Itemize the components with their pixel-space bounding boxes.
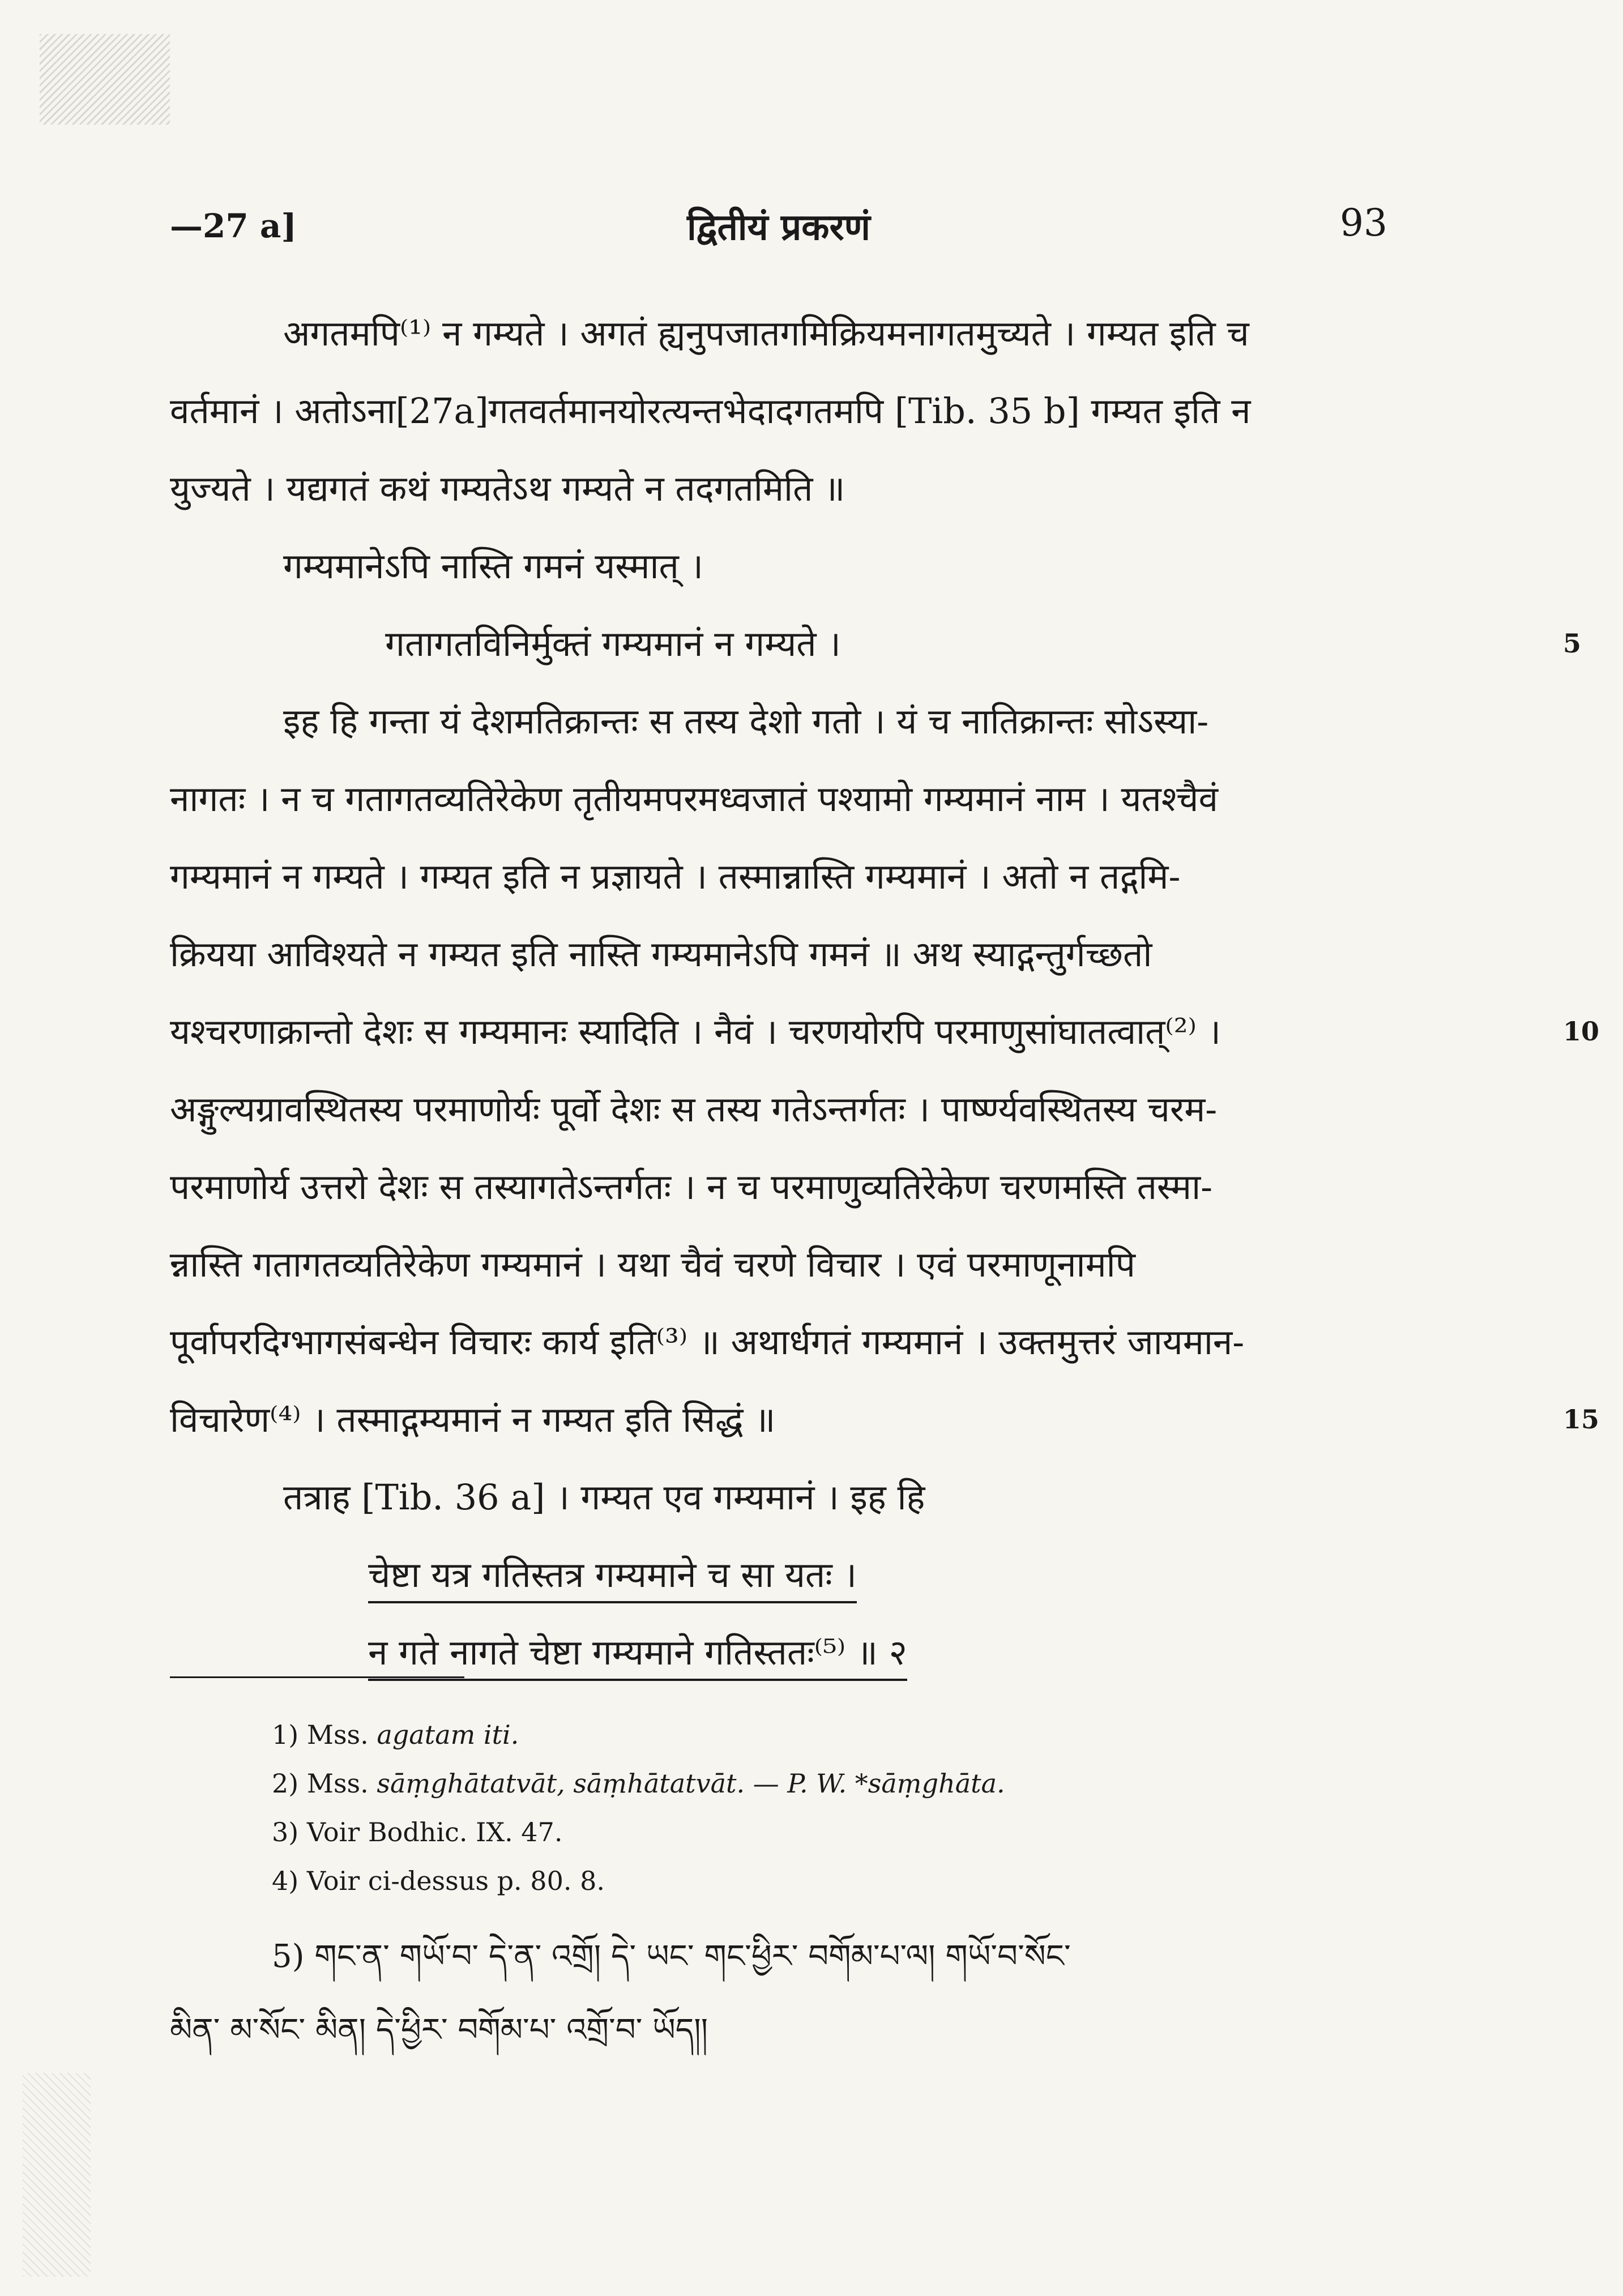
text-line: नागतः । न च गतागतव्यतिरेकेण तृतीयमपरमध्वजातं पश्यामो गम्यमानं नाम । यतश्चैवं <box>170 778 1218 820</box>
line-number: 10 <box>1563 1016 1600 1047</box>
line-number: 5 <box>1563 628 1582 659</box>
text-line: विचारेण⁽⁴⁾ । तस्माद्गम्यमानं न गम्यत इति सिद्धं ॥ 15 <box>170 1381 1393 1458</box>
line-number: 15 <box>1563 1404 1600 1435</box>
footnote: 4) Voir ci-dessus p. 80. 8. <box>272 1866 605 1896</box>
text-line: अगतमपि⁽¹⁾ न गम्यते । अगतं ह्यनुपजातगमिक्रियमनागतमुच्यते । गम्यत इति च <box>283 313 1249 354</box>
text-line: गम्यमानं न गम्यते । गम्यत इति न प्रज्ञायते । तस्मान्नास्ति गम्यमानं । अतो न तद्गमि- <box>170 856 1181 897</box>
verse-line: गतागतविनिर्मुक्तं गम्यमानं न गम्यते । 5 <box>170 605 1393 682</box>
main-text <box>170 295 1600 1691</box>
tibetan-line: མིན་ མ་སོང་ མིན། དེ་ཕྱིར་ བགོམ་པ་ འགྲོ་བ་ ཡོད།། <box>170 2012 708 2049</box>
footnote: 3) Voir Bodhic. IX. 47. <box>272 1817 563 1847</box>
footnote-divider <box>170 1676 464 1678</box>
verse-line: चेष्टा यत्र गतिस्तत्र गम्यमाने च सा यतः । <box>170 1536 1393 1614</box>
section-reference: —27 a] <box>170 207 297 245</box>
text-line: इह हि गन्ता यं देशमतिक्रान्तः स तस्य देशो गतो । यं च नातिक्रान्तः सोऽस्या- <box>283 701 1209 742</box>
text-line: यश्चरणाक्रान्तो देशः स गम्यमानः स्यादिति । नैवं । चरणयोरपि परमाणुसांघातत्वात्⁽²⁾ । 10 <box>170 993 1393 1070</box>
page-header <box>170 201 1387 258</box>
tibetan-line: 5) གང་ན་ གཡོ་བ་ དེ་ན་ འགྲོ། དེ་ ཡང་ གང་ཕྱིར་ བགོམ་པ་ལ། གཡོ་བ་སོང་ <box>272 1938 1071 1975</box>
scan-artifact-bottom <box>23 2073 91 2277</box>
text-line: वर्तमानं । अतोऽना[27a]गतवर्तमानयोरत्यन्तभेदादगतमपि [Tib. 35 b] गम्यत इति न <box>170 390 1251 432</box>
page-number: 93 <box>1340 201 1387 245</box>
footnote: 2) Mss. sāṃghātatvāt, sāṃhātatvāt. — P. W. *sāṃghāta. <box>272 1768 1005 1799</box>
text-line: पूर्वापरदिग्भागसंबन्धेन विचारः कार्य इति⁽³⁾ ॥ अथार्धगतं गम्यमानं । उक्तमुत्तरं जायमान- <box>170 1321 1245 1363</box>
footnote: 1) Mss. agatam iti. <box>272 1719 519 1750</box>
footnotes <box>272 1710 1404 1905</box>
text-line: न्नास्ति गतागतव्यतिरेकेण गम्यमानं । यथा चैवं चरणे विचार । एवं परमाणूनामपि <box>170 1244 1135 1285</box>
verse-line: गम्यमानेऽपि नास्ति गमनं यस्मात् । <box>283 545 704 587</box>
text-line: क्रियया आविश्यते न गम्यत इति नास्ति गम्यमानेऽपि गमनं ॥ अथ स्याद्गन्तुर्गच्छतो <box>170 933 1152 975</box>
footnote-tibetan <box>170 1920 1416 2067</box>
scan-artifact <box>40 34 170 125</box>
verse-line: न गते नागते चेष्टा गम्यमाने गतिस्ततः⁽⁵⁾ ॥ २ <box>170 1614 1393 1691</box>
page-title: द्वितीयं प्रकरणं <box>687 206 870 249</box>
text-line: युज्यते । यद्यगतं कथं गम्यतेऽथ गम्यते न तदगतमिति ॥ <box>170 468 845 509</box>
text-line: परमाणोर्य उत्तरो देशः स तस्यागतेऽन्तर्गतः । न च परमाणुव्यतिरेकेण चरणमस्ति तस्मा- <box>170 1166 1213 1207</box>
text-line: तत्राह [Tib. 36 a] । गम्यत एव गम्यमानं । इह हि <box>283 1476 925 1518</box>
text-line: अङ्गुल्यग्रावस्थितस्य परमाणोर्यः पूर्वो देशः स तस्य गतेऽन्तर्गतः । पार्ष्ण्यवस्थितस्य चरम- <box>170 1089 1218 1130</box>
